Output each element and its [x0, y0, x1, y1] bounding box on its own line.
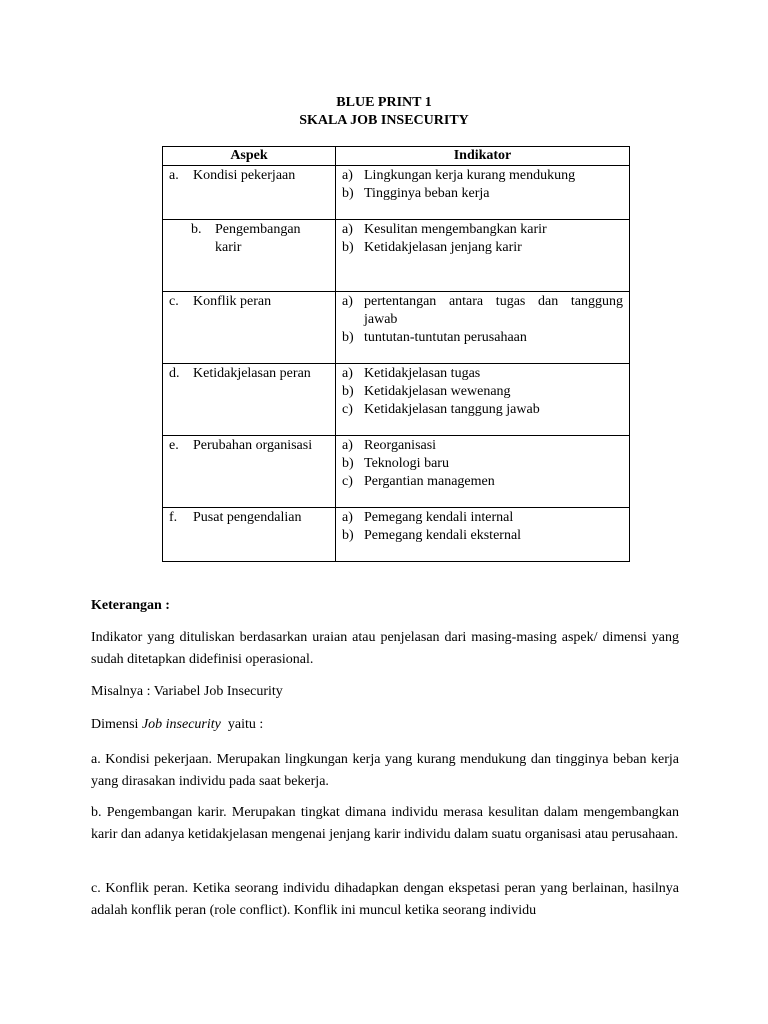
aspek-label: Pusat pengendalian — [193, 510, 302, 525]
dimensi-italic: Job insecurity — [141, 717, 221, 732]
indikator-text: Ketidakjelasan tugas — [364, 366, 481, 381]
indikator-text: tuntutan-tuntutan perusahaan — [364, 330, 527, 345]
indikator-text: Pergantian managemen — [364, 474, 495, 489]
indikator-text: Reorganisasi — [364, 438, 437, 453]
indikator-cell — [336, 292, 630, 364]
paragraph-indikator: Indikator yang dituliskan berdasarkan uraian atau penjelasan dari masing-masing aspek/ dimensi yang sudah ditetapkan didefinisi operasional. — [91, 630, 679, 667]
indikator-marker: b) — [342, 330, 354, 345]
indikator-cell — [336, 166, 630, 220]
paragraph-misalnya: Misalnya : Variabel Job Insecurity — [91, 684, 283, 699]
indikator-marker: b) — [342, 186, 354, 201]
indikator-cell — [336, 364, 630, 436]
indikator-text: Pemegang kendali internal — [364, 510, 514, 525]
indikator-text: Teknologi baru — [364, 456, 449, 471]
aspek-cell — [163, 436, 336, 508]
table-header-row — [163, 147, 630, 166]
keterangan-heading: Keterangan : — [91, 598, 170, 613]
indikator-marker: b) — [342, 456, 354, 471]
aspek-label: Ketidakjelasan peran — [193, 366, 311, 381]
aspek-cell — [163, 220, 336, 292]
header-aspek: Aspek — [163, 147, 336, 166]
indikator-text: Ketidakjelasan jenjang karir — [364, 240, 522, 255]
indikator-cell — [336, 220, 630, 292]
blueprint-table — [162, 146, 630, 562]
aspek-marker: d. — [169, 366, 180, 381]
paragraph-dimensi — [91, 714, 679, 736]
paragraph-pengembangan-karir: b. Pengembangan karir. Merupakan tingkat dimana individu merasa kesulitan dalam mengembangkan karir dan adanya ketidakjelasan mengenai jenjang karir individu dalam suatu organisasi atau perusahaan. — [91, 805, 679, 842]
indikator-text: Ketidakjelasan tanggung jawab — [364, 402, 540, 417]
indikator-marker: a) — [342, 510, 353, 525]
indikator-text: Ketidakjelasan wewenang — [364, 384, 511, 399]
indikator-marker: b) — [342, 528, 354, 543]
indikator-marker: c) — [342, 402, 353, 417]
aspek-marker: a. — [169, 168, 179, 183]
aspek-label: Kondisi pekerjaan — [193, 168, 296, 183]
indikator-marker: a) — [342, 366, 353, 381]
indikator-text: pertentangan antara tugas dan tanggung jawab — [364, 294, 623, 327]
dimensi-suffix: yaitu : — [220, 717, 264, 732]
indikator-marker: a) — [342, 168, 353, 183]
indikator-text: Tingginya beban kerja — [364, 186, 490, 201]
aspek-label: Pengembangan karir — [215, 222, 301, 255]
aspek-marker: e. — [169, 438, 179, 453]
document-subtitle: SKALA JOB INSECURITY — [299, 113, 469, 128]
indikator-cell — [336, 508, 630, 562]
table-row — [163, 364, 630, 436]
document-title: BLUE PRINT 1 — [336, 95, 432, 110]
header-indikator: Indikator — [336, 147, 630, 166]
paragraph-kondisi-pekerjaan: a. Kondisi pekerjaan. Merupakan lingkungan kerja yang kurang mendukung dan tingginya beban kerja yang dirasakan individu pada saat bekerja. — [91, 752, 679, 789]
aspek-marker: f. — [169, 510, 178, 525]
table-row — [163, 436, 630, 508]
indikator-marker: b) — [342, 240, 354, 255]
indikator-marker: a) — [342, 438, 353, 453]
aspek-label: Konflik peran — [193, 294, 272, 309]
aspek-cell — [163, 508, 336, 562]
table-row — [163, 166, 630, 220]
indikator-text: Kesulitan mengembangkan karir — [364, 222, 547, 237]
indikator-text: Lingkungan kerja kurang mendukung — [364, 168, 576, 183]
aspek-label: Perubahan organisasi — [193, 438, 313, 453]
indikator-marker: a) — [342, 222, 353, 237]
table-row — [163, 220, 630, 292]
dimensi-prefix: Dimensi — [91, 717, 142, 732]
aspek-marker: b. — [191, 222, 202, 237]
table-row — [163, 508, 630, 562]
indikator-text: Pemegang kendali eksternal — [364, 528, 522, 543]
aspek-cell — [163, 292, 336, 364]
aspek-cell — [163, 166, 336, 220]
aspek-cell — [163, 364, 336, 436]
table-row — [163, 292, 630, 364]
indikator-marker: c) — [342, 474, 353, 489]
indikator-marker: a) — [342, 294, 353, 309]
indikator-marker: b) — [342, 384, 354, 399]
aspek-marker: c. — [169, 294, 179, 309]
indikator-cell — [336, 436, 630, 508]
paragraph-konflik-peran: c. Konflik peran. Ketika seorang individu dihadapkan dengan ekspetasi peran yang berlainan, hasilnya adalah konflik peran (role conflict). Konflik ini muncul ketika seorang individu — [91, 881, 679, 918]
